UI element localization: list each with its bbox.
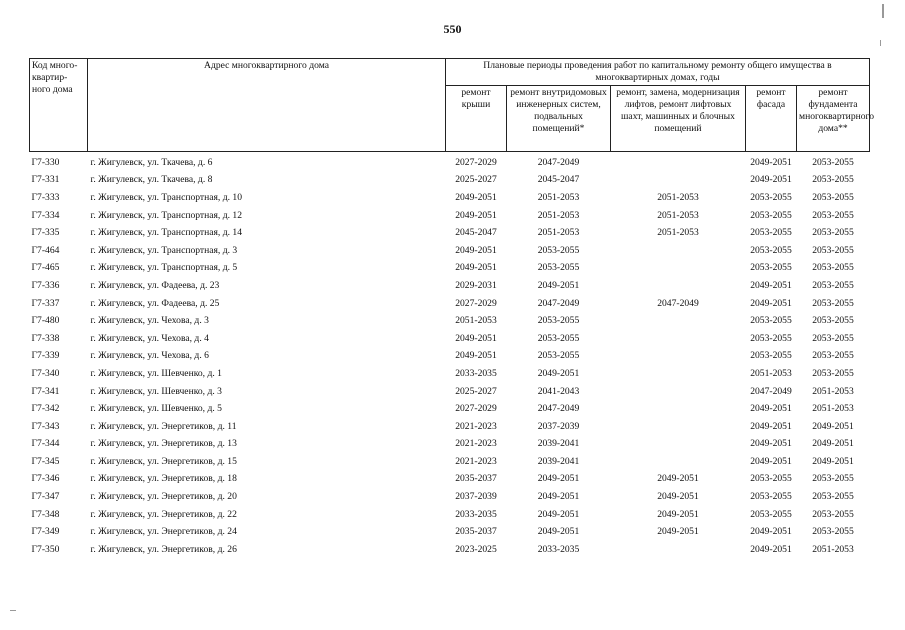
cell-roof: 2027-2029 <box>455 156 497 168</box>
header-code: Код много-квартир-ного дома <box>30 59 88 152</box>
cell-address: г. Жигулевск, ул. Энергетиков, д. 20 <box>90 491 237 503</box>
cell-code: Г7-465 <box>31 262 60 274</box>
cell-lifts: 2049-2051 <box>657 526 699 538</box>
capital-repair-table <box>29 58 875 559</box>
cell-code: Г7-344 <box>31 438 60 450</box>
cell-code: Г7-348 <box>31 508 60 520</box>
cell-facade: 2049-2051 <box>750 420 792 432</box>
cell-foundation: 2051-2053 <box>812 385 854 397</box>
cell-address: г. Жигулевск, ул. Шевченко, д. 3 <box>90 385 222 397</box>
cell-address: г. Жигулевск, ул. Фадеева, д. 23 <box>90 279 220 291</box>
cell-address: г. Жигулевск, ул. Транспортная, д. 10 <box>90 191 242 203</box>
header-address: Адрес многоквартирного дома <box>88 59 446 152</box>
cell-foundation: 2053-2055 <box>812 262 854 274</box>
cell-foundation: 2049-2051 <box>812 420 854 432</box>
cell-systems: 2047-2049 <box>537 403 580 415</box>
cell-roof: 2035-2037 <box>455 526 497 538</box>
cell-lifts <box>611 365 746 383</box>
cell-address: г. Жигулевск, ул. Ткачева, д. 6 <box>90 156 213 168</box>
cell-facade: 2053-2055 <box>750 227 792 239</box>
cell-facade: 2051-2053 <box>750 367 792 379</box>
cell-roof: 2029-2031 <box>455 279 497 291</box>
cell-foundation: 2049-2051 <box>812 455 854 467</box>
cell-code: Г7-346 <box>31 473 60 485</box>
table-row <box>30 312 870 330</box>
cell-roof: 2035-2037 <box>455 473 497 485</box>
cell-address: г. Жигулевск, ул. Ткачева, д. 8 <box>90 174 213 186</box>
cell-address: г. Жигулевск, ул. Энергетиков, д. 26 <box>90 543 237 555</box>
scan-speck <box>882 4 884 18</box>
cell-address: г. Жигулевск, ул. Транспортная, д. 14 <box>90 227 242 239</box>
cell-address: г. Жигулевск, ул. Транспортная, д. 12 <box>90 209 242 221</box>
cell-code: Г7-330 <box>31 156 60 168</box>
table-row <box>30 330 870 348</box>
cell-lifts: 2047-2049 <box>657 297 699 309</box>
table-row <box>30 152 870 172</box>
cell-lifts <box>611 436 746 454</box>
table-row <box>30 365 870 383</box>
table-row <box>30 418 870 436</box>
cell-lifts: 2049-2051 <box>657 473 699 485</box>
cell-systems: 2053-2055 <box>537 332 580 344</box>
cell-foundation: 2053-2055 <box>812 156 854 168</box>
cell-roof: 2049-2051 <box>455 350 497 362</box>
header-foundation: ремонт фундамента многоквартирного дома** <box>797 86 870 152</box>
cell-lifts <box>611 152 746 172</box>
cell-foundation: 2053-2055 <box>812 174 854 186</box>
cell-facade: 2053-2055 <box>750 508 792 520</box>
cell-code: Г7-331 <box>31 174 60 186</box>
cell-code: Г7-345 <box>31 455 60 467</box>
cell-facade: 2049-2051 <box>750 403 792 415</box>
cell-foundation: 2053-2055 <box>812 244 854 256</box>
cell-code: Г7-350 <box>31 543 60 555</box>
cell-facade: 2049-2051 <box>750 297 792 309</box>
cell-facade: 2047-2049 <box>750 385 792 397</box>
cell-foundation: 2053-2055 <box>812 350 854 362</box>
table-row <box>30 383 870 401</box>
cell-systems: 2039-2041 <box>537 438 580 450</box>
cell-roof: 2045-2047 <box>455 227 497 239</box>
cell-roof: 2033-2035 <box>455 508 497 520</box>
header-facade: ремонт фасада <box>746 86 797 152</box>
cell-address: г. Жигулевск, ул. Чехова, д. 6 <box>90 350 209 362</box>
cell-lifts <box>611 330 746 348</box>
cell-foundation: 2053-2055 <box>812 367 854 379</box>
cell-address: г. Жигулевск, ул. Чехова, д. 3 <box>90 315 209 327</box>
cell-roof: 2049-2051 <box>455 332 497 344</box>
cell-foundation: 2053-2055 <box>812 209 854 221</box>
cell-systems: 2049-2051 <box>537 473 580 485</box>
cell-lifts <box>611 242 746 260</box>
cell-systems: 2041-2043 <box>537 385 580 397</box>
cell-systems: 2033-2035 <box>537 543 580 555</box>
cell-foundation: 2053-2055 <box>812 332 854 344</box>
cell-systems: 2047-2049 <box>537 156 580 168</box>
cell-systems: 2051-2053 <box>537 191 580 203</box>
cell-foundation: 2053-2055 <box>812 491 854 503</box>
cell-roof: 2037-2039 <box>455 491 497 503</box>
cell-address: г. Жигулевск, ул. Шевченко, д. 5 <box>90 403 222 415</box>
cell-lifts <box>611 418 746 436</box>
cell-roof: 2021-2023 <box>455 455 497 467</box>
cell-code: Г7-343 <box>31 420 60 432</box>
cell-code: Г7-464 <box>31 244 60 256</box>
cell-code: Г7-342 <box>31 403 60 415</box>
cell-facade: 2053-2055 <box>750 350 792 362</box>
cell-code: Г7-336 <box>31 279 60 291</box>
table-row <box>30 172 870 190</box>
cell-code: Г7-333 <box>31 191 60 203</box>
cell-roof: 2033-2035 <box>455 367 497 379</box>
cell-systems: 2037-2039 <box>537 420 580 432</box>
table-row <box>30 277 870 295</box>
header-periods: Плановые периоды проведения работ по капитальному ремонту общего имущества в многоквартирных домах, годы <box>446 59 870 86</box>
cell-facade: 2053-2055 <box>750 491 792 503</box>
cell-facade: 2049-2051 <box>750 174 792 186</box>
cell-lifts <box>611 383 746 401</box>
cell-systems: 2049-2051 <box>537 367 580 379</box>
header-lifts: ремонт, замена, модернизация лифтов, ремонт лифтовых шахт, машинных и блочных помещений <box>611 86 746 152</box>
cell-facade: 2049-2051 <box>750 543 792 555</box>
table-row <box>30 453 870 471</box>
cell-roof: 2051-2053 <box>455 315 497 327</box>
cell-systems: 2051-2053 <box>537 209 580 221</box>
cell-lifts: 2051-2053 <box>657 227 699 239</box>
cell-code: Г7-338 <box>31 332 60 344</box>
table-row <box>30 471 870 489</box>
cell-roof: 2021-2023 <box>455 438 497 450</box>
cell-address: г. Жигулевск, ул. Транспортная, д. 3 <box>90 244 238 256</box>
table-row <box>30 541 870 559</box>
cell-systems: 2053-2055 <box>537 315 580 327</box>
cell-foundation: 2053-2055 <box>812 279 854 291</box>
cell-facade: 2053-2055 <box>750 332 792 344</box>
table-row <box>30 523 870 541</box>
cell-systems: 2049-2051 <box>537 508 580 520</box>
cell-lifts <box>611 400 746 418</box>
cell-facade: 2049-2051 <box>750 156 792 168</box>
header-systems: ремонт внутридомовых инженерных систем, подвальных помещений* <box>507 86 611 152</box>
cell-foundation: 2053-2055 <box>812 508 854 520</box>
table-row <box>30 295 870 313</box>
cell-code: Г7-339 <box>31 350 60 362</box>
cell-roof: 2049-2051 <box>455 209 497 221</box>
cell-foundation: 2053-2055 <box>812 315 854 327</box>
cell-lifts: 2051-2053 <box>657 209 699 221</box>
cell-foundation: 2051-2053 <box>812 403 854 415</box>
cell-code: Г7-349 <box>31 526 60 538</box>
table-row <box>30 207 870 225</box>
cell-address: г. Жигулевск, ул. Транспортная, д. 5 <box>90 262 238 274</box>
cell-systems: 2051-2053 <box>537 227 580 239</box>
cell-systems: 2045-2047 <box>537 174 580 186</box>
cell-roof: 2025-2027 <box>455 174 497 186</box>
cell-roof: 2049-2051 <box>455 191 497 203</box>
scan-speck <box>880 40 881 46</box>
cell-roof: 2049-2051 <box>455 244 497 256</box>
cell-roof: 2027-2029 <box>455 403 497 415</box>
table-row <box>30 348 870 366</box>
cell-lifts: 2051-2053 <box>657 191 699 203</box>
table-row <box>30 189 870 207</box>
cell-systems: 2039-2041 <box>537 455 580 467</box>
scan-speck <box>10 610 16 611</box>
cell-address: г. Жигулевск, ул. Энергетиков, д. 11 <box>90 420 237 432</box>
cell-facade: 2053-2055 <box>750 209 792 221</box>
cell-lifts <box>611 453 746 471</box>
cell-lifts: 2049-2051 <box>657 491 699 503</box>
cell-address: г. Жигулевск, ул. Энергетиков, д. 22 <box>90 508 237 520</box>
cell-systems: 2047-2049 <box>537 297 580 309</box>
cell-address: г. Жигулевск, ул. Фадеева, д. 25 <box>90 297 220 309</box>
cell-foundation: 2053-2055 <box>812 227 854 239</box>
cell-roof: 2021-2023 <box>455 420 497 432</box>
cell-foundation: 2049-2051 <box>812 438 854 450</box>
cell-lifts <box>611 541 746 559</box>
cell-systems: 2049-2051 <box>537 491 580 503</box>
cell-lifts <box>611 277 746 295</box>
cell-facade: 2049-2051 <box>750 438 792 450</box>
table-row <box>30 242 870 260</box>
cell-address: г. Жигулевск, ул. Чехова, д. 4 <box>90 332 209 344</box>
cell-code: Г7-334 <box>31 209 60 221</box>
cell-roof: 2025-2027 <box>455 385 497 397</box>
cell-address: г. Жигулевск, ул. Энергетиков, д. 24 <box>90 526 237 538</box>
cell-systems: 2053-2055 <box>537 262 580 274</box>
cell-facade: 2053-2055 <box>750 315 792 327</box>
cell-roof: 2049-2051 <box>455 262 497 274</box>
cell-roof: 2023-2025 <box>455 543 497 555</box>
cell-foundation: 2053-2055 <box>812 473 854 485</box>
cell-lifts <box>611 260 746 278</box>
cell-foundation: 2053-2055 <box>812 191 854 203</box>
table-row <box>30 260 870 278</box>
cell-facade: 2049-2051 <box>750 526 792 538</box>
table-row <box>30 436 870 454</box>
table-header <box>30 59 875 152</box>
cell-facade: 2053-2055 <box>750 473 792 485</box>
cell-roof: 2027-2029 <box>455 297 497 309</box>
cell-address: г. Жигулевск, ул. Энергетиков, д. 13 <box>90 438 237 450</box>
cell-code: Г7-340 <box>31 367 60 379</box>
table-row <box>30 224 870 242</box>
cell-code: Г7-341 <box>31 385 60 397</box>
cell-systems: 2049-2051 <box>537 279 580 291</box>
table-body <box>30 152 870 559</box>
cell-address: г. Жигулевск, ул. Шевченко, д. 1 <box>90 367 222 379</box>
cell-facade: 2053-2055 <box>750 262 792 274</box>
cell-lifts <box>611 312 746 330</box>
table-row <box>30 400 870 418</box>
header-roof: ремонт крыши <box>446 86 507 152</box>
table-row <box>30 506 870 524</box>
cell-facade: 2049-2051 <box>750 279 792 291</box>
cell-facade: 2053-2055 <box>750 191 792 203</box>
cell-foundation: 2053-2055 <box>812 526 854 538</box>
cell-foundation: 2051-2053 <box>812 543 854 555</box>
cell-code: Г7-347 <box>31 491 60 503</box>
cell-systems: 2053-2055 <box>537 244 580 256</box>
cell-facade: 2053-2055 <box>750 244 792 256</box>
cell-facade: 2049-2051 <box>750 455 792 467</box>
cell-lifts <box>611 348 746 366</box>
cell-lifts <box>611 172 746 190</box>
cell-systems: 2049-2051 <box>537 526 580 538</box>
table-row <box>30 488 870 506</box>
cell-foundation: 2053-2055 <box>812 297 854 309</box>
cell-code: Г7-337 <box>31 297 60 309</box>
cell-lifts: 2049-2051 <box>657 508 699 520</box>
cell-address: г. Жигулевск, ул. Энергетиков, д. 18 <box>90 473 237 485</box>
cell-code: Г7-480 <box>31 315 60 327</box>
page-number: 550 <box>443 22 462 36</box>
cell-code: Г7-335 <box>31 227 60 239</box>
cell-address: г. Жигулевск, ул. Энергетиков, д. 15 <box>90 455 237 467</box>
cell-systems: 2053-2055 <box>537 350 580 362</box>
